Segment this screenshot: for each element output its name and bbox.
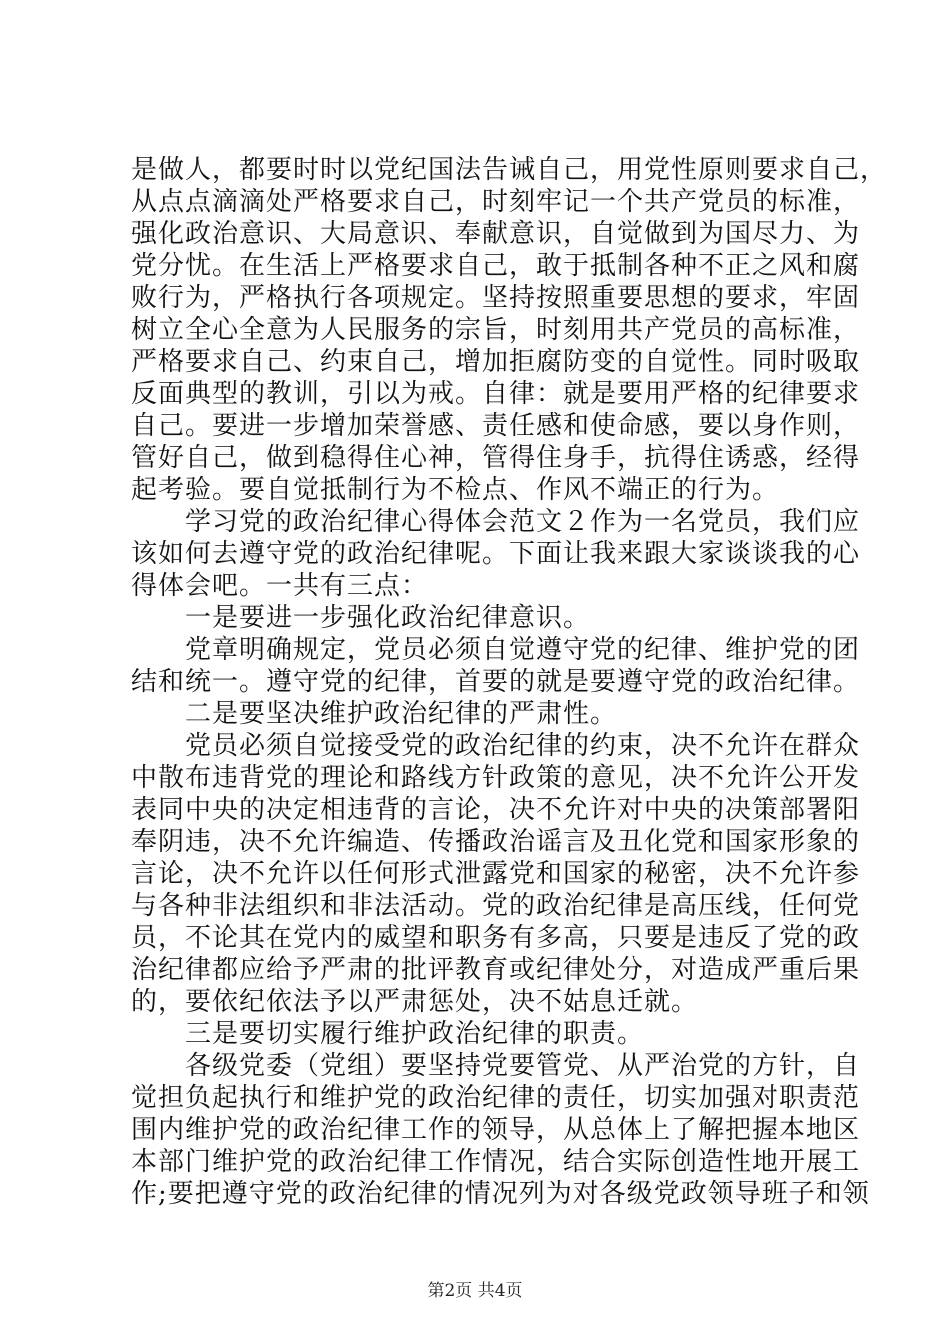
text-line: 党章明确规定，党员必须自觉遵守党的纪律、维护党的团	[131, 635, 861, 665]
text-line: 自己。要进一步增加荣誉感、责任感和使命感，要以身作则，	[131, 411, 861, 441]
text-line: 员，不论其在党内的威望和职务有多高，只要是违反了党的政	[131, 923, 861, 953]
text-line: 强化政治意识、大局意识、奉献意识，自觉做到为国尽力、为	[131, 219, 861, 249]
text-line: 本部门维护党的政治纪律工作情况，结合实际创造性地开展工	[131, 1147, 861, 1177]
text-line: 作;要把遵守党的政治纪律的情况列为对各级党政领导班子和领	[131, 1179, 870, 1209]
text-line: 结和统一。遵守党的纪律，首要的就是要遵守党的政治纪律。	[131, 667, 861, 697]
text-line: 党分忧。在生活上严格要求自己，敢于抵制各种不正之风和腐	[131, 251, 861, 281]
text-line: 围内维护党的政治纪律工作的领导，从总体上了解把握本地区	[131, 1115, 861, 1145]
text-line: 败行为，严格执行各项规定。坚持按照重要思想的要求，牢固	[131, 283, 861, 313]
text-line: 严格要求自己、约束自己，增加拒腐防变的自觉性。同时吸取	[131, 347, 861, 377]
text-line: 治纪律都应给予严肃的批评教育或纪律处分，对造成严重后果	[131, 955, 861, 985]
text-line: 与各种非法组织和非法活动。党的政治纪律是高压线，任何党	[131, 891, 861, 921]
text-line: 起考验。要自觉抵制行为不检点、作风不端正的行为。	[131, 475, 780, 505]
text-line: 各级党委（党组）要坚持党要管党、从严治党的方针，自	[131, 1051, 861, 1081]
text-line: 反面典型的教训，引以为戒。自律：就是要用严格的纪律要求	[131, 379, 861, 409]
page-number-footer: 第2页 共4页	[427, 1281, 523, 1301]
text-line: 奉阴违，决不允许编造、传播政治谣言及丑化党和国家形象的	[131, 827, 861, 857]
text-line: 三是要切实履行维护政治纪律的职责。	[131, 1019, 645, 1049]
text-line: 觉担负起执行和维护党的政治纪律的责任，切实加强对职责范	[131, 1083, 861, 1113]
text-line: 从点点滴滴处严格要求自己，时刻牢记一个共产党员的标准，	[131, 187, 861, 217]
body-text	[131, 154, 888, 1210]
text-line: 管好自己，做到稳得住心神，管得住身手，抗得住诱惑，经得	[131, 443, 861, 473]
text-line: 中散布违背党的理论和路线方针政策的意见，决不允许公开发	[131, 763, 861, 793]
text-line: 得体会吧。一共有三点：	[131, 571, 429, 601]
text-line: 表同中央的决定相违背的言论，决不允许对中央的决策部署阳	[131, 795, 861, 825]
text-line: 党员必须自觉接受党的政治纪律的约束，决不允许在群众	[131, 731, 861, 761]
text-line: 一是要进一步强化政治纪律意识。	[131, 603, 591, 633]
text-line: 的，要依纪依法予以严肃惩处，决不姑息迁就。	[131, 987, 699, 1017]
text-line: 该如何去遵守党的政治纪律呢。下面让我来跟大家谈谈我的心	[131, 539, 861, 569]
text-line: 学习党的政治纪律心得体会范文２作为一名党员，我们应	[131, 507, 861, 537]
text-line: 言论，决不允许以任何形式泄露党和国家的秘密，决不允许参	[131, 859, 861, 889]
text-line: 树立全心全意为人民服务的宗旨，时刻用共产党员的高标准，	[131, 315, 861, 345]
text-line: 是做人，都要时时以党纪国法告诫自己，用党性原则要求自己，	[131, 155, 888, 185]
text-line: 二是要坚决维护政治纪律的严肃性。	[131, 699, 618, 729]
